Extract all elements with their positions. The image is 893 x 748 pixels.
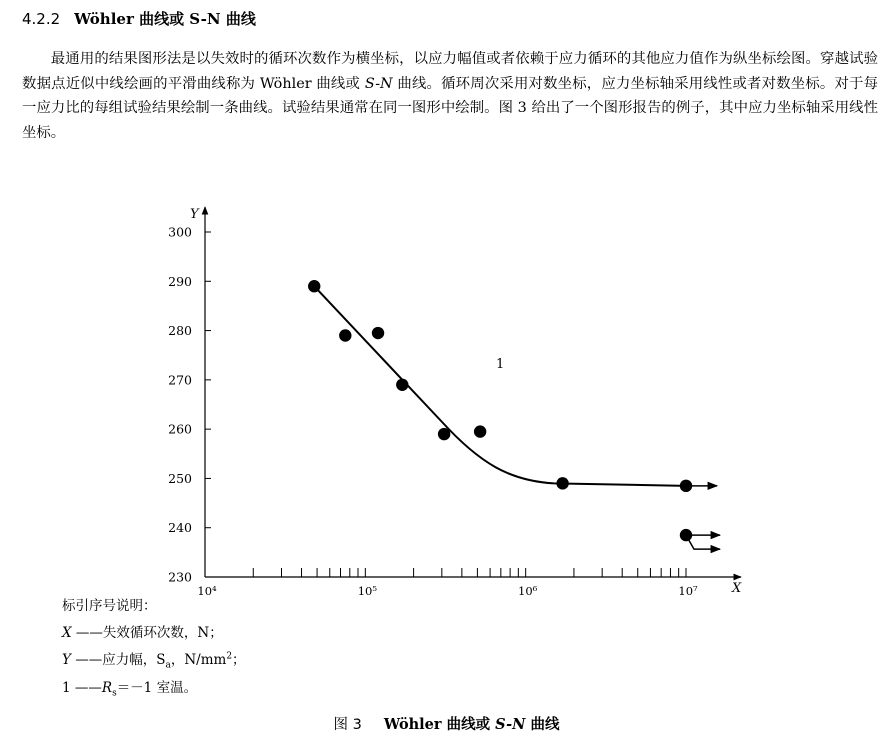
section-title: Wöhler 曲线或 S-N 曲线	[74, 10, 256, 28]
y-tick-label: 280	[168, 323, 192, 339]
figure-caption	[0, 713, 893, 734]
data-point	[308, 280, 320, 292]
legend-y-end: ；	[232, 652, 246, 668]
legend-y-sub: a	[165, 660, 171, 671]
legend-1-dash: ——	[70, 680, 102, 696]
legend-1-symbol: 1	[62, 680, 71, 696]
legend-x-symbol: X	[62, 625, 72, 641]
y-axis-label: Y	[190, 207, 199, 222]
legend-1	[62, 676, 197, 699]
data-point	[396, 379, 408, 391]
legend-1-end: ＝－1 室温。	[116, 680, 198, 696]
figure-number: 图 3	[333, 717, 362, 733]
y-tick-label: 290	[168, 273, 192, 289]
legend-y	[62, 648, 246, 671]
y-tick-label: 300	[168, 224, 192, 240]
y-tick-label: 270	[168, 372, 192, 388]
legend-1-sub: s	[112, 688, 117, 699]
legend-y-unit: ，N/mm	[170, 652, 227, 668]
x-tick-label: 10⁷	[678, 584, 698, 598]
data-point	[556, 477, 568, 489]
x-tick-label: 10⁴	[197, 584, 217, 598]
y-tick-label: 250	[168, 470, 192, 486]
data-point	[474, 425, 486, 437]
paragraph-sn-term: S-N	[364, 75, 393, 92]
paragraph-part1: 最通用的结果图形法是以失效时的循环次数作为横坐标，以应力幅值或者依赖于应力循环的其他应力值作为纵坐标绘图。穿越试验数据点近似中线绘画的平滑曲线称为 Wöhler 曲线或	[22, 51, 878, 92]
data-point	[372, 327, 384, 339]
caption-sn: S-N	[495, 716, 526, 733]
x-axis-label: X	[732, 581, 742, 596]
section-number: 4.2.2	[22, 10, 61, 28]
y-tick-label: 230	[168, 569, 192, 585]
caption-title-b: 曲线	[525, 716, 560, 733]
data-point	[438, 428, 450, 440]
caption-title-a: Wöhler 曲线或	[383, 716, 496, 733]
x-tick-label: 10⁶	[518, 584, 538, 598]
legend-x	[62, 621, 223, 641]
legend-title: 标引序号说明：	[62, 598, 157, 614]
sn-curve	[314, 286, 686, 486]
curve-annotation: 1	[496, 357, 505, 372]
y-tick-label: 260	[168, 421, 192, 437]
x-tick-label: 10⁵	[357, 584, 377, 598]
legend-y-desc: ——应力幅，S	[70, 652, 166, 668]
data-point	[339, 329, 351, 341]
legend-y-sup: 2	[226, 651, 233, 662]
legend-y-symbol: Y	[62, 652, 71, 668]
legend-1-r: R	[101, 680, 113, 696]
legend-x-desc: ——失效循环次数，N；	[71, 625, 223, 641]
paragraph-part2: 曲线。循环周次采用对数坐标，应力坐标轴采用线性或者对数坐标。对于每一应力比的每组试验结果绘制一条曲线。试验结果通常在同一图形中绘制。图 3 给出了一个图形报告的例子，其中应力坐标轴采用线性坐标。	[22, 75, 879, 141]
y-tick-label: 240	[168, 520, 192, 536]
